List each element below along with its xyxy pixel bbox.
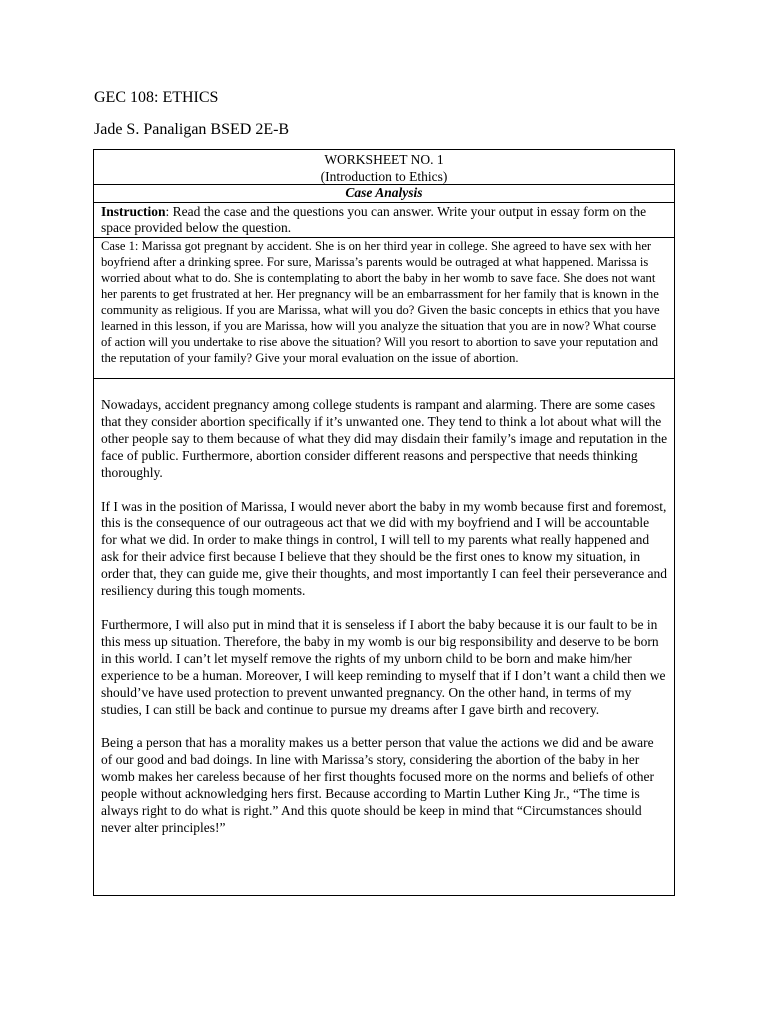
- course-title: GEC 108: ETHICS: [94, 89, 219, 106]
- worksheet-title-cell: [94, 150, 674, 185]
- case-text: Case 1: Marissa got pregnant by accident. She is on her third year in college. She agreed to have sex with her boyfriend after a drinking spree. For sure, Marissa’s parents would be outraged at what happened. Marissa is worried about what to do. She is contemplating to abort the baby in her womb to save face. She does not want her parents to get frustrated at her. Her pregnancy will be an embarrassment for her family that is known in the community as religious. If you are Marissa, what will you do? Given the basic concepts in ethics that you have learned in this lesson, if you are Marissa, how will you analyze the situation that you are in now? What course of action will you undertake to rise above the situation? Will you resort to abortion to save your reputation and the reputation of your family? Give your moral evaluation on the issue of abortion.: [94, 238, 674, 379]
- essay-paragraph: Furthermore, I will also put in mind that it is senseless if I abort the baby because it is our fault to be in this mess up situation. Therefore, the baby in my womb is our big responsibility and deserve to be born in this world. I can’t let myself remove the rights of my unborn child to be born and make him/her experience to be a human. Moreover, I will keep reminding to myself that if I don’t want a child then we should’ve have used protection to prevent unwanted pregnancy. On the other hand, in terms of my studies, I can still be back and continue to pursue my dreams after I gave birth and recovery.: [101, 616, 666, 717]
- case-analysis-label: Case Analysis: [94, 185, 674, 203]
- essay-answer: [94, 379, 674, 895]
- instruction-cell: [94, 203, 674, 238]
- worksheet-title: WORKSHEET NO. 1: [324, 152, 444, 167]
- worksheet-table: [93, 149, 675, 896]
- essay-paragraph: If I was in the position of Marissa, I would never abort the baby in my womb because first and foremost, this is the consequence of our outrageous act that we did with my boyfriend and I will be accountable for what we did. In order to make things in control, I will tell to my parents what really happened and ask for their advice first because I believe that they should be the first ones to know my situation, in order that, they can guide me, give their thoughts, and most importantly I can feel their perseverance and resiliency during this tough moments.: [101, 498, 668, 599]
- essay-paragraph: Being a person that has a morality makes us a better person that value the actions we did and be aware of our good and bad doings. In line with Marissa’s story, considering the abortion of the baby in her womb makes her careless because of her first thoughts focused more on the norms and beliefs of other people without acknowledging hers first. Because according to Martin Luther King Jr., “The time is always right to do what is right.” And this quote should be keep in mind that “Circumstances should never alter principles!”: [101, 735, 654, 835]
- student-name: Jade S. Panaligan BSED 2E-B: [94, 121, 290, 138]
- essay-paragraph: Nowadays, accident pregnancy among college students is rampant and alarming. There are some cases that they consider abortion specifically if it’s unwanted one. They tend to think a lot about what will the other people say to them because of what they did may disdain their family’s image and reputation in the face of public. Furthermore, abortion consider different reasons and perspective that needs thinking thoroughly.: [101, 397, 668, 480]
- instruction-label: Instruction: [101, 204, 166, 219]
- instruction-text: : Read the case and the questions you can answer. Write your output in essay form on the space provided below the question.: [101, 204, 647, 235]
- worksheet-subtitle: (Introduction to Ethics): [320, 169, 448, 184]
